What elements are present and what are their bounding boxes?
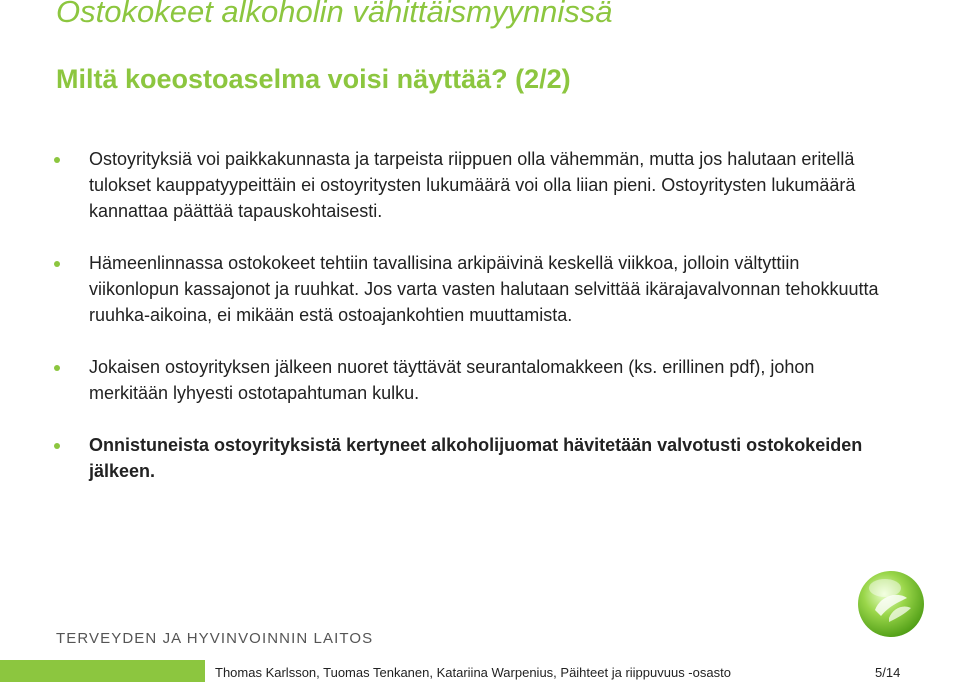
bullet-text: Jokaisen ostoyrityksen jälkeen nuoret täyttävät seurantalomakkeen (ks. erillinen pdf), johon merkitään lyhyesti ostotapahtuman kulku. [89, 357, 815, 403]
bullet-text: Ostoyrityksiä voi paikkakunnasta ja tarpeista riippuen olla vähemmän, mutta jos halutaan eritellä tulokset kauppatyypeittäin ei ostoyritysten lukumäärä voi olla liian pieni. Ostoyritysten lukumäärä kannattaa päättää tapauskohtaisesti. [89, 149, 856, 221]
green-orb-leaf-logo-icon [855, 568, 927, 640]
page-number: 5/14 [875, 665, 901, 680]
bullet-dot-icon [54, 365, 60, 371]
bullet-dot-icon [54, 157, 60, 163]
bullet-dot-icon [54, 261, 60, 267]
bullet-text: Hämeenlinnassa ostokokeet tehtiin tavallisina arkipäivinä keskellä viikkoa, jolloin vältyttiin viikonlopun kassajonot ja ruuhkat. Jos varta vasten halutaan selvittää ikärajavalvonnan tehokkuutta ruuhka-aikoina, ei mikään estä ostoajankohtien muuttamista. [89, 253, 879, 325]
bullet-text: Onnistuneista ostoyrityksistä kertyneet alkoholijuomat hävitetään valvotusti ostokokeiden jälkeen. [89, 435, 863, 481]
slide-subtitle: Miltä koeostoaselma voisi näyttää? (2/2) [56, 64, 571, 94]
bullet-item [54, 432, 884, 484]
slide-title: Ostokokeet alkoholin vähittäismyynnissä [56, 0, 613, 29]
footer-authors: Thomas Karlsson, Tuomas Tenkanen, Katariina Warpenius, Päihteet ja riippuvuus -osasto [215, 665, 731, 680]
organization-name: TERVEYDEN JA HYVINVOINNIN LAITOS [56, 630, 374, 647]
bullet-item [54, 354, 884, 406]
bullet-item [54, 146, 884, 224]
bullet-item [54, 250, 884, 328]
bullet-dot-icon [54, 443, 60, 449]
bullet-list [54, 146, 884, 484]
